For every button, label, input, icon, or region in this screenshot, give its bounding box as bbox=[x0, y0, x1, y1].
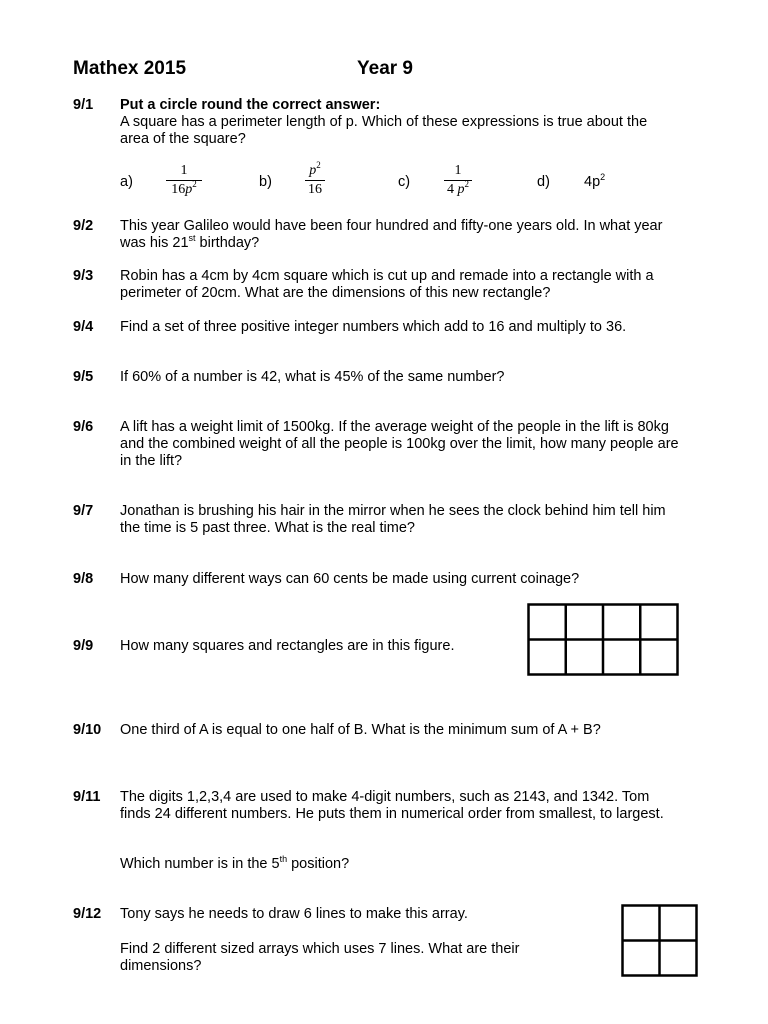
page-title: Mathex 2015 bbox=[73, 58, 187, 79]
question-number: 9/1 bbox=[73, 97, 94, 113]
question-number: 9/3 bbox=[73, 268, 94, 284]
question-text: Find a set of three positive integer numbers which add to 16 and multiply to 36. bbox=[120, 319, 627, 335]
question-text: How many squares and rectangles are in this figure. bbox=[120, 638, 455, 654]
question-text-part-2: Find 2 different sized arrays which uses 7 lines. What are their dimensions? bbox=[120, 941, 520, 974]
year-level: Year 9 bbox=[357, 58, 413, 79]
question-text: If 60% of a number is 42, what is 45% of the same number? bbox=[120, 369, 505, 385]
option-a-label: a) bbox=[120, 174, 133, 190]
question-number: 9/12 bbox=[73, 906, 102, 922]
option-a-fraction: 1 $16p^2$ bbox=[166, 163, 202, 198]
question-number: 9/9 bbox=[73, 638, 94, 654]
question-body: A square has a perimeter length of p. Which of these expressions is true about the area of the square? bbox=[120, 114, 648, 147]
question-text: Tony says he needs to draw 6 lines to make this array. bbox=[120, 906, 468, 922]
question-text bbox=[120, 97, 680, 148]
question-number: 9/7 bbox=[73, 503, 94, 519]
option-b-label: b) bbox=[259, 174, 272, 190]
question-text: One third of A is equal to one half of B. What is the minimum sum of A + B? bbox=[120, 722, 601, 738]
question-number: 9/8 bbox=[73, 571, 94, 587]
question-text: How many different ways can 60 cents be made using current coinage? bbox=[120, 571, 580, 587]
array-figure bbox=[621, 904, 699, 978]
question-text: Robin has a 4cm by 4cm square which is cut up and remade into a rectangle with a perimeter of 20cm. What are the dimensions of this new rectangle? bbox=[120, 268, 654, 301]
question-number: 9/5 bbox=[73, 369, 94, 385]
question-number: 9/11 bbox=[73, 789, 101, 805]
option-c-label: c) bbox=[398, 174, 411, 190]
question-number: 9/4 bbox=[73, 319, 94, 335]
rectangle-grid-figure bbox=[527, 603, 680, 677]
question-text: Jonathan is brushing his hair in the mirror when he sees the clock behind him tell him the time is 5 past three. What is the real time? bbox=[120, 503, 666, 536]
option-b-fraction: $p^2$ 16 bbox=[305, 163, 325, 198]
option-d-value: $4p^2$ bbox=[584, 172, 606, 190]
question-number: 9/2 bbox=[73, 218, 94, 234]
question-number: 9/6 bbox=[73, 419, 94, 435]
question-number: 9/10 bbox=[73, 722, 102, 738]
instruction: Put a circle round the correct answer: bbox=[120, 97, 381, 113]
question-text-part-2: Which number is in the 5th position? bbox=[120, 854, 350, 872]
question-text: A lift has a weight limit of 1500kg. If the average weight of the people in the lift is 80kg and the combined weight of all the people is 100kg over the limit, how many people are in the lift? bbox=[120, 419, 679, 469]
option-c-fraction: 1 4 $p^2$ bbox=[444, 163, 472, 198]
question-text: This year Galileo would have been four hundred and fifty-one years old. In what year was his 21st birthday? bbox=[120, 218, 663, 251]
option-d-label: d) bbox=[537, 174, 550, 190]
question-text: The digits 1,2,3,4 are used to make 4-digit numbers, such as 2143, and 1342. Tom finds 24 different numbers. He puts them in numerical order from smallest, to largest. bbox=[120, 789, 664, 822]
